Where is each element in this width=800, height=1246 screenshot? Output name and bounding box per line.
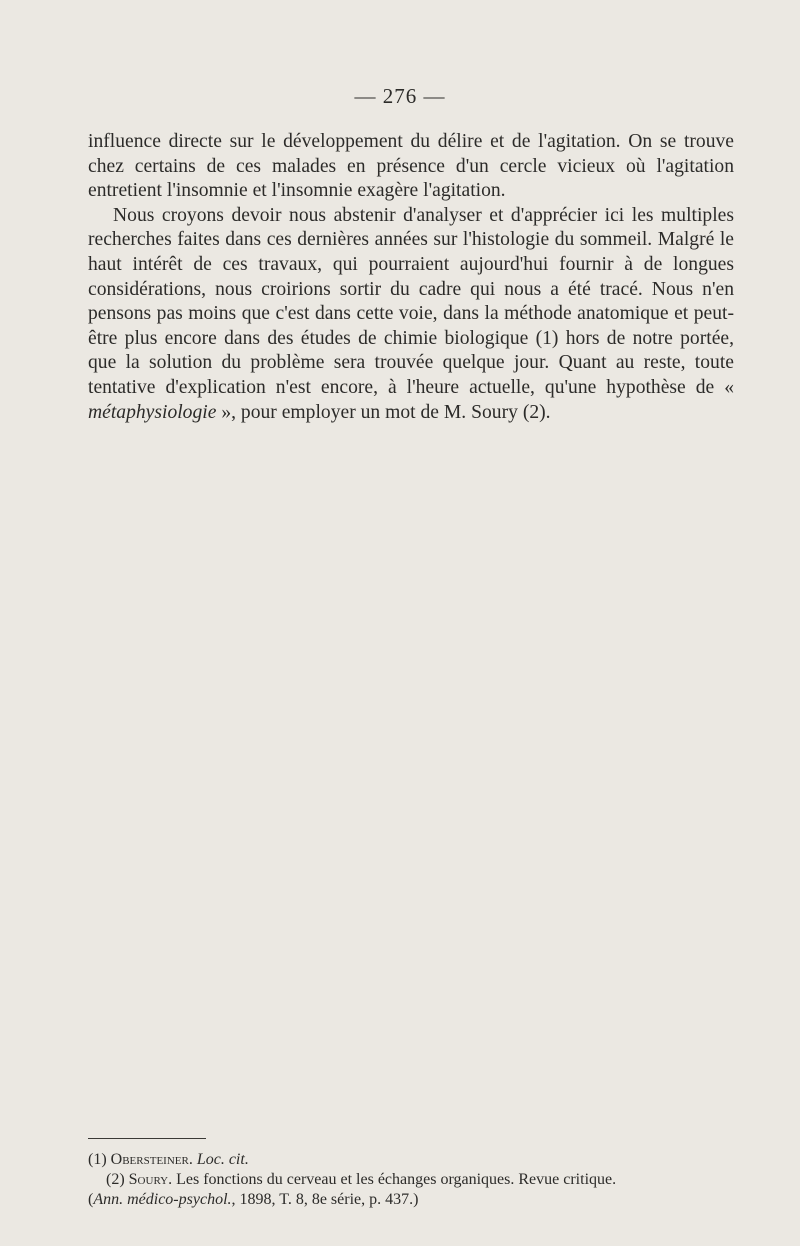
paragraph-2-text-a: Nous croyons devoir nous abstenir d'analyser et d'apprécier ici les multiples recherches faites dans ces dernières années sur l'histologie du sommeil. Malgré le haut intérêt de ces travaux, qui pourraient aujourd'hui fournir à de longues considérations, nous croirions sortir du cadre qui nous a été tracé. Nous n'en pensons pas moins que c'est dans cette voie, dans la méthode anatomique et peut-être plus encore dans des études de chimie biologique (1) hors de notre portée, que la solution du problème sera trouvée quelque jour. Quant au reste, toute tentative d'explication n'est encore, à l'heure actuelle, qu'une hypothèse de « (88, 204, 734, 398)
footnotes (88, 1150, 734, 1210)
body-text (88, 130, 734, 425)
footnote-2-continued (88, 1190, 734, 1210)
footnote-1-marker: (1) (88, 1151, 107, 1168)
footnote-2-paren-open: ( (88, 1191, 94, 1208)
footnote-2-journal: Ann. médico-psychol. (93, 1191, 232, 1208)
paragraph-1: influence directe sur le développement du délire et de l'agitation. On se trouve chez certains de ces malades en présence d'un cercle vicieux où l'agitation entretient l'insomnie et l'insomnie exagère l'agitation. (88, 131, 734, 202)
footnote-1-ref: Loc. cit. (196, 1151, 249, 1168)
page-number: — 276 — (354, 84, 446, 108)
paragraph-2 (88, 204, 734, 425)
footnote-rule (88, 1138, 206, 1139)
footnote-2-marker: (2) (106, 1171, 125, 1188)
footnote-2-author: Soury. (128, 1171, 173, 1188)
footnote-2-details: , 1898, T. 8, 8e série, p. 437.) (231, 1191, 419, 1208)
paragraph-2-italic-term: métaphysiologie (88, 401, 217, 423)
footnote-1 (88, 1150, 734, 1170)
footnote-1-author: Obersteiner. (110, 1151, 193, 1168)
footnote-2-text: Les fonctions du cerveau et les échanges organiques. Revue critique. (176, 1171, 617, 1188)
paragraph-2-text-b: », pour employer un mot de M. Soury (2). (216, 401, 551, 423)
footnote-2 (88, 1170, 734, 1190)
